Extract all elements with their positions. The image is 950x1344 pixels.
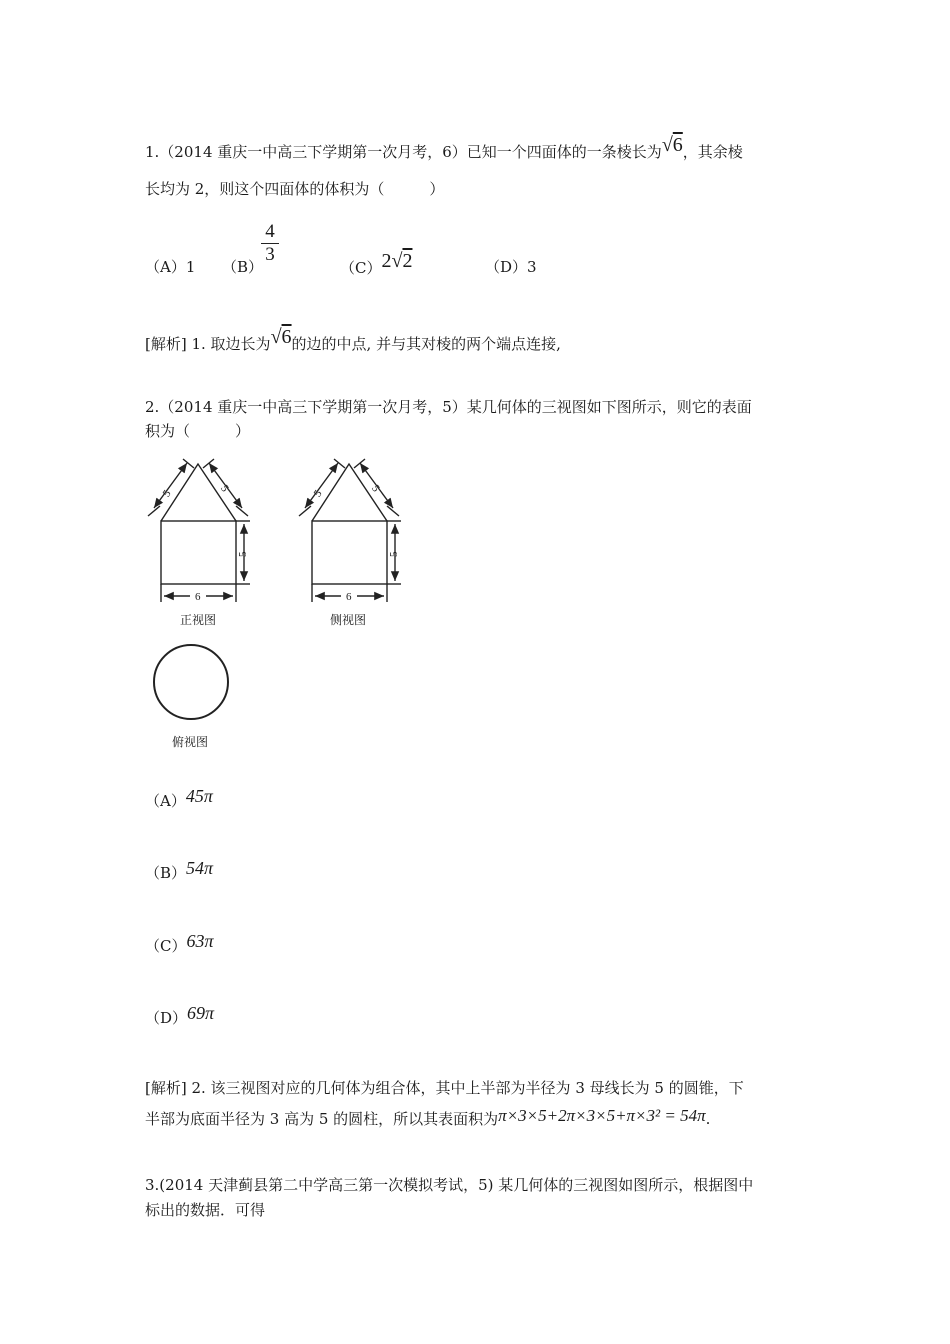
radicand: 2 [402,250,413,272]
front-height-label: 5 [237,551,249,557]
side-view [299,459,401,602]
q1-option-a: （A）1 [145,258,196,276]
side-slant-left-dimension [305,463,338,508]
q3-line1: 3.(2014 天津蓟县第二中学高三第一次模拟考试，5) 某几何体的三视图如图所示，根据图中 [145,1176,754,1194]
fraction-numerator: 4 [265,221,275,242]
q2-option-b [145,858,214,883]
a1-lead: [解析] 1. 取边长为 [145,335,271,353]
q2-line2: 积为（ ） [145,422,251,440]
side-view-triangle [312,464,387,521]
q1-option-d: （D）3 [485,258,537,276]
q1-option-c-label: （C） [340,259,382,277]
a2-line2 [145,1108,710,1129]
front-slant-left-label: 5 [160,487,174,500]
option-value: 63π [186,931,214,951]
front-slant-left-dimension [154,463,187,508]
q1-line1-text: 1.（2014 重庆一中高三下学期第一次月考，6）已知一个四面体的一条棱长为 [145,143,662,161]
side-slant-left-label: 5 [311,487,325,500]
sqrt-6-radicand: 6 [672,134,683,156]
fraction-denominator: 3 [265,244,275,265]
q2-line1: 2.（2014 重庆一中高三下学期第一次月考，5）某几何体的三视图如下图所示，则它的表面 [145,398,752,416]
q1-line2: 长均为 2，则这个四面体的体积为（ ） [145,180,445,198]
front-view-caption: 正视图 [180,613,217,627]
option-label: （B） [145,864,187,882]
period: . [705,1110,711,1128]
q2-option-a [145,786,213,811]
a2-line2-text: 半部为底面半径为 3 高为 5 的圆柱，所以其表面积为 [145,1110,499,1128]
front-view [148,459,250,602]
sqrt-6: √6 [661,134,683,156]
option-value: 54π [186,858,214,878]
q1-line1-tail: ，其余棱 [682,143,743,161]
q1-option-c-value: 2√2 [381,250,413,272]
side-width-label: 6 [346,591,352,603]
side-slant-right-label: 5 [368,482,382,495]
option-label: （D） [145,1009,188,1027]
sqrt-6-radicand: 6 [281,326,292,348]
a1-tail: 的边的中点, 并与其对棱的两个端点连接, [291,335,561,353]
top-view-caption: 俯视图 [172,735,209,749]
sqrt-6: √6 [270,326,292,348]
q2-option-d [145,1003,215,1028]
a2-line1: [解析] 2. 该三视图对应的几何体为组合体，其中上半部为半径为 3 母线长为 5 的圆锥，下 [145,1079,744,1097]
q3-line2: 标出的数据．可得 [145,1201,266,1219]
side-height-label: 5 [388,551,400,557]
q1-option-b: （B） [222,258,264,276]
front-view-triangle [161,464,236,521]
option-label: （A） [145,792,186,810]
option-value: 69π [187,1003,215,1023]
option-label: （C） [145,937,187,955]
surface-area-formula: π×3×5+2π×3×5+π×3² = 54π [498,1106,706,1125]
side-view-rectangle [312,521,387,584]
q2-option-c [145,931,214,956]
side-view-caption: 侧视图 [330,613,367,627]
front-width-label: 6 [195,591,201,603]
front-slant-right-label: 5 [217,482,231,495]
coefficient: 2 [381,250,392,272]
front-view-rectangle [161,521,236,584]
top-view-circle [154,645,228,719]
option-value: 45π [185,786,213,806]
